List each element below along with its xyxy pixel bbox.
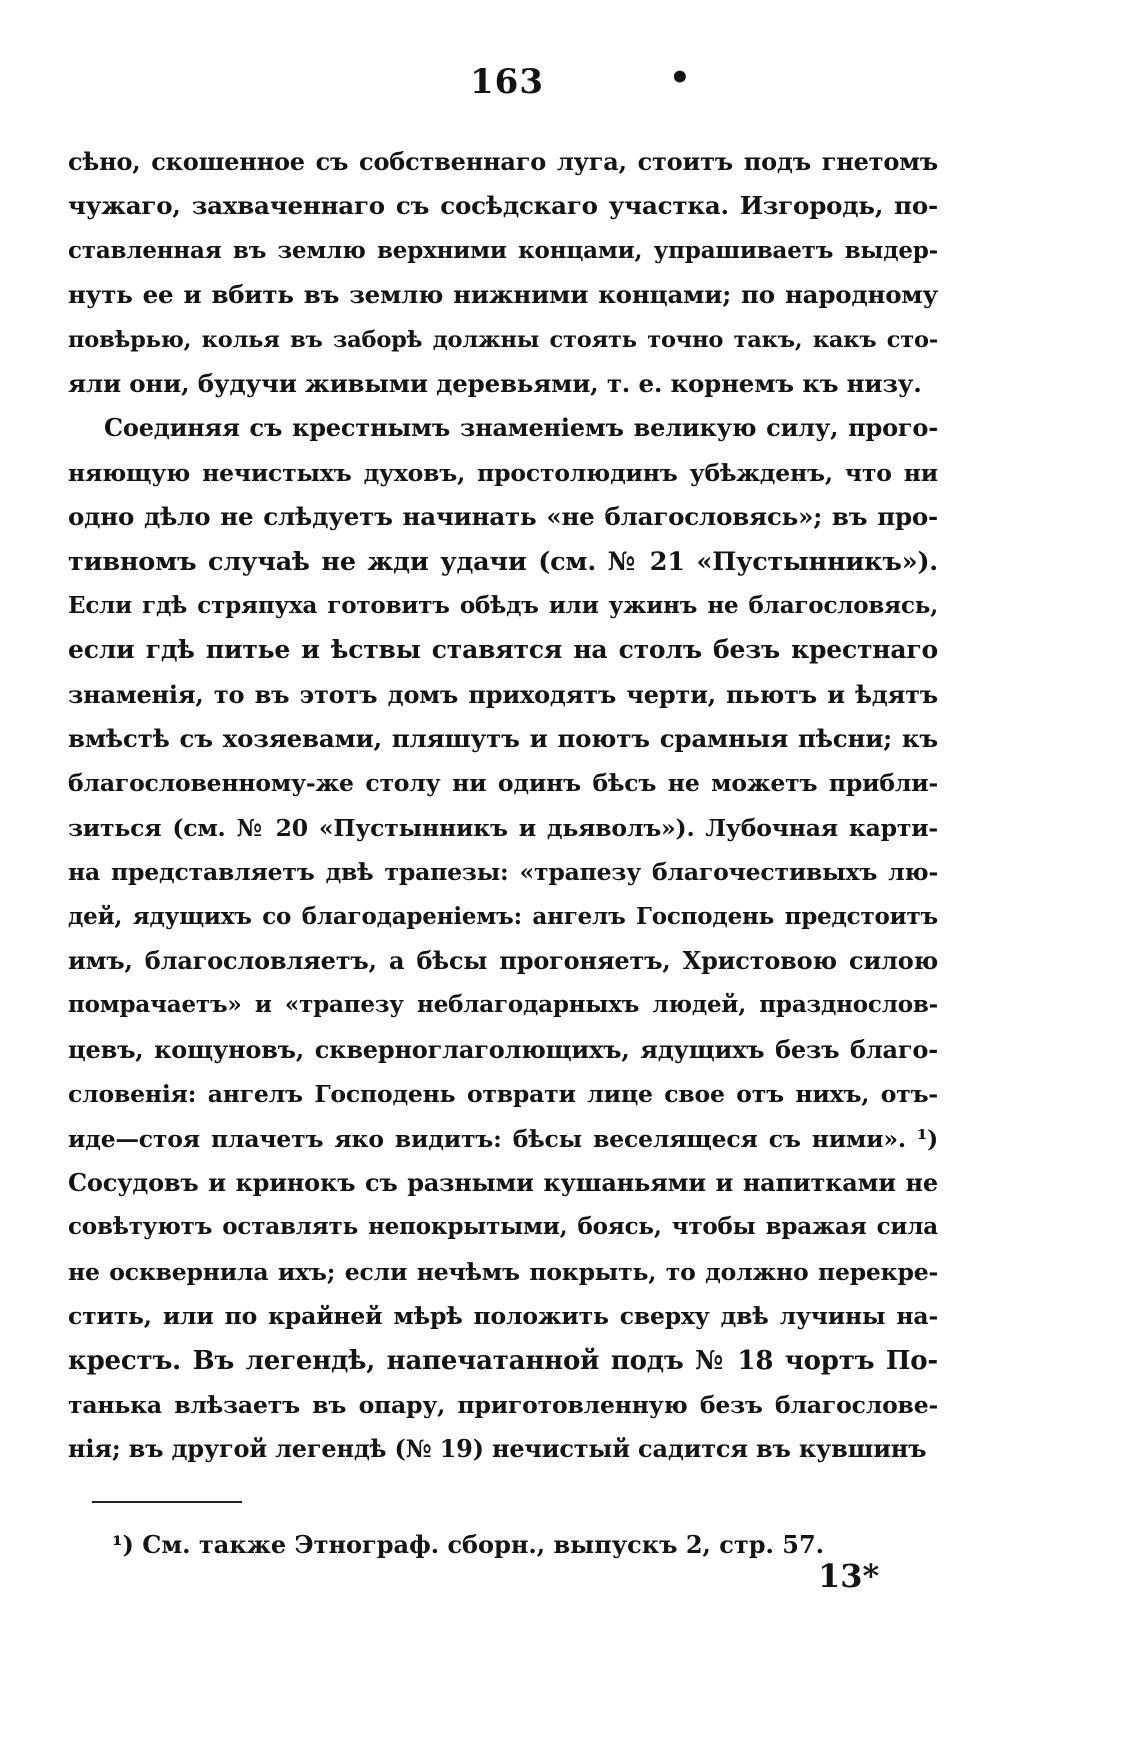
text-line: нія; въ другой легендѣ (№ 19) нечистый садится въ кувшинъ bbox=[68, 1434, 927, 1464]
text-line: знаменія, то въ этотъ домъ приходятъ черти, пьютъ и ѣдятъ bbox=[68, 679, 938, 709]
text-line: цевъ, кощуновъ, скверноглаголющихъ, ядущихъ безъ благо- bbox=[68, 1034, 938, 1064]
text-line: чужаго, захваченнаго съ сосѣдскаго участка. Изгородь, по- bbox=[68, 191, 938, 221]
text-line: няющую нечистыхъ духовъ, простолюдинъ убѣжденъ, что ни bbox=[68, 458, 938, 487]
text-line: Если гдѣ стряпуха готовитъ обѣдъ или ужинъ не благословясь, bbox=[68, 591, 938, 619]
text-line: на представляетъ двѣ трапезы: «трапезу благочестивыхъ лю- bbox=[68, 858, 938, 887]
text-line: нуть ее и вбить въ землю нижними концами; по народному bbox=[68, 280, 938, 310]
text-line: дей, ядущихъ со благодареніемъ: ангелъ Господень предстоитъ bbox=[68, 902, 938, 930]
text-line: имъ, благословляетъ, а бѣсы прогоняетъ, Христовою силою bbox=[68, 946, 938, 976]
text-line: благословенному-же столу ни одинъ бѣсъ не можетъ прибли- bbox=[68, 769, 938, 798]
signature-mark: 13* bbox=[818, 1557, 880, 1595]
text-line: совѣтуютъ оставлять непокрытыми, боясь, чтобы вражая сила bbox=[68, 1213, 938, 1241]
text-line: сѣно, скошенное съ собственнаго луга, стоитъ подъ гнетомъ bbox=[68, 147, 938, 176]
text-line: крестъ. Въ легендѣ, напечатанной подъ № 18 чортъ По- bbox=[68, 1345, 938, 1376]
footnote bbox=[112, 1530, 824, 1559]
text-line: Сосудовъ и кринокъ съ разными кушаньями и напитками не bbox=[68, 1167, 938, 1197]
text-line: ставленная въ землю верхними концами, упрашиваетъ выдер- bbox=[68, 236, 938, 264]
page-number: 163 bbox=[470, 62, 544, 102]
text-line: зиться (см. № 20 «Пустынникъ и дьяволъ»). Лубочная карти- bbox=[68, 813, 938, 842]
text-line: иде—стоя плачетъ яко видитъ: бѣсы веселящеся съ ними». ¹) bbox=[68, 1124, 938, 1153]
text-line: одно дѣло не слѣдуетъ начинать «не благословясь»; въ про- bbox=[68, 502, 938, 532]
text-line: яли они, будучи живыми деревьями, т. е. корнемъ къ низу. bbox=[68, 368, 922, 398]
text-line: словенія: ангелъ Господень отврати лице свое отъ нихъ, отъ- bbox=[68, 1080, 938, 1109]
text-line: повѣрью, колья въ заборѣ должны стоять точно такъ, какъ сто- bbox=[68, 326, 938, 353]
text-line: если гдѣ питье и ѣствы ставятся на столъ безъ крестнаго bbox=[68, 635, 938, 665]
header-dot-mark: • bbox=[669, 58, 692, 98]
footnote-divider bbox=[92, 1501, 242, 1503]
footnote-text: См. также Этнограф. сборн., выпускъ 2, стр. 57. bbox=[142, 1530, 824, 1559]
text-line: тивномъ случаѣ не жди удачи (см. № 21 «Пустынникъ»). bbox=[68, 546, 938, 577]
text-line: вмѣстѣ съ хозяевами, пляшутъ и поютъ срамныя пѣсни; къ bbox=[68, 724, 938, 754]
text-line: Соединяя съ крестнымъ знаменіемъ великую силу, прого- bbox=[104, 413, 938, 443]
footnote-marker: ¹) bbox=[112, 1530, 134, 1559]
text-line: помрачаетъ» и «трапезу неблагодарныхъ людей, празднослов- bbox=[68, 991, 938, 1019]
text-line: не осквернила ихъ; если нечѣмъ покрыть, то должно перекре- bbox=[68, 1257, 938, 1286]
text-line: танька влѣзаетъ въ опару, приготовленную безъ благослове- bbox=[68, 1390, 938, 1419]
main-text bbox=[68, 140, 938, 1472]
text-line: стить, или по крайней мѣрѣ положить сверху двѣ лучины на- bbox=[68, 1302, 938, 1331]
